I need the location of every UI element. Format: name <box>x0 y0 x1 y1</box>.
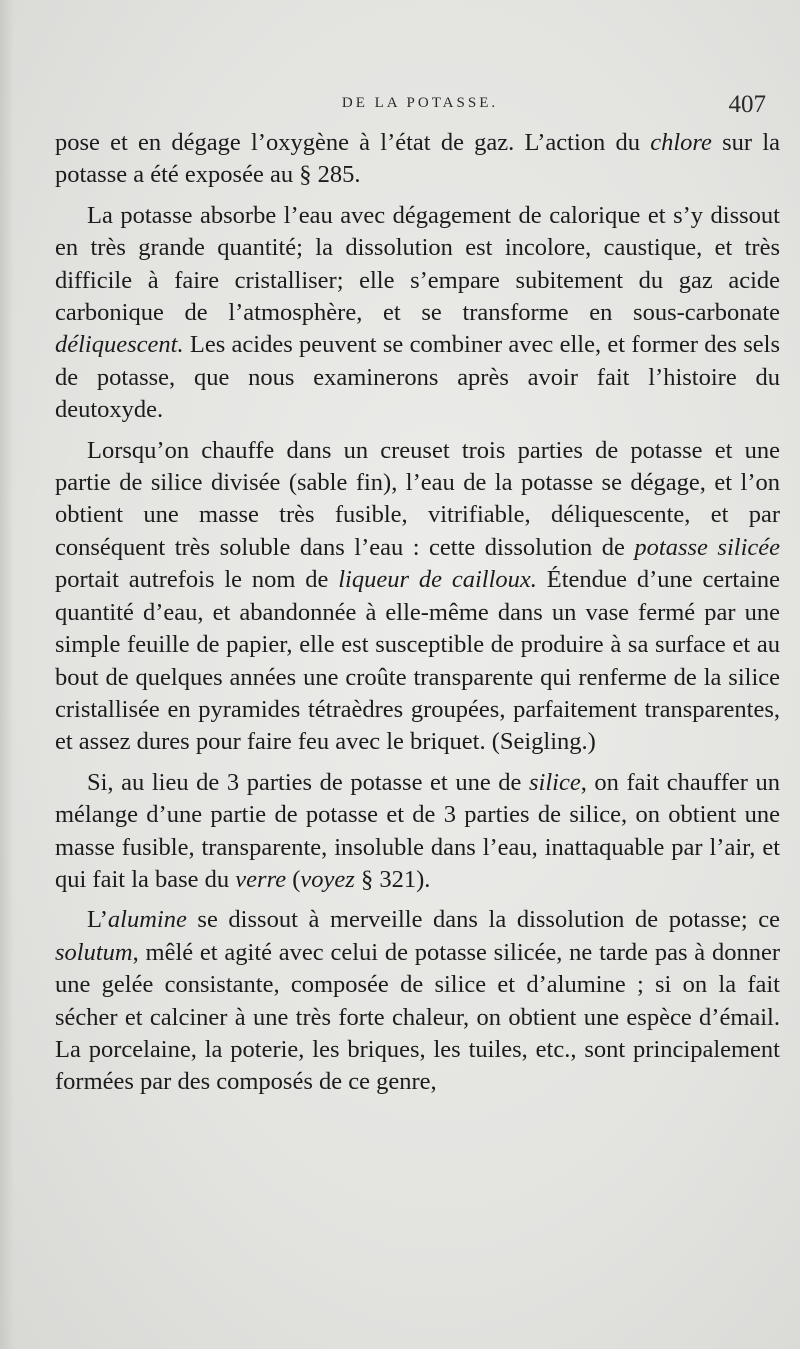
text-run: sur la potasse a été exposée au § 285. <box>55 129 780 189</box>
text-run: Les acides peuvent se combiner avec elle, et former des sels de potasse, que nous examinerons après avoir fait l’histoire du deutoxyde. <box>55 331 780 424</box>
paragraph <box>55 767 780 897</box>
paragraph <box>55 904 780 1098</box>
italic-term: chlore <box>650 129 712 156</box>
body-text <box>55 127 780 1099</box>
text-run: L’ <box>87 906 108 934</box>
text-run: ( <box>286 865 301 893</box>
text-run: portait autrefois le nom de <box>55 566 339 594</box>
text-run: , on fait chauffer un mélange d’une partie de potasse et de 3 parties de silice, on obtient une masse fusible, transparente, insoluble dans l’eau, inattaquable par l’air, et qui fait la base du <box>55 768 780 893</box>
text-run: pose et en dégage l’oxygène à l’état de gaz. L’action du <box>55 129 651 156</box>
text-run: § 321). <box>354 865 431 893</box>
page-header <box>60 91 780 119</box>
continued-paragraph <box>55 127 780 192</box>
running-title: DE LA POTASSE. <box>341 95 499 111</box>
text-run: Étendue d’une certaine quantité d’eau, et abandonnée à elle-même dans un vase fermé par une simple feuille de papier, elle est susceptible de produire à sa surface et au bout de quelques années une croûte transparente qui renferme de la silice cristallisée en pyramides tétraèdres groupées, parfaitement transparentes, et assez dures pour faire feu avec le briquet. (Seigling.) <box>55 566 780 756</box>
text-run: La potasse absorbe l’eau avec dégagement de calorique et s’y dissout en très grande quantité; la dissolution est incolore, caustique, et très difficile à faire cristalliser; elle s’empare subitement du gaz acide carbonique de l’atmosphère, et se transforme en sous-carbonate <box>55 201 780 327</box>
italic-term: potasse silicée <box>634 533 780 561</box>
italic-term: solutum <box>55 938 133 966</box>
paragraph <box>55 200 780 427</box>
italic-term: silice <box>529 768 581 796</box>
page-number: 407 <box>728 91 766 118</box>
text-run: se dissout à merveille dans la dissolution de potasse; ce <box>186 906 780 934</box>
italic-term: liqueur de cailloux. <box>338 566 537 594</box>
paragraph <box>55 435 780 759</box>
text-run: Lorsqu’on chauffe dans un creuset trois parties de potasse et une partie de silice divisée (sable fin), l’eau de la potasse se dégage, et l’on obtient une masse très fusible, vitrifiable, déliquescente, et par conséquent très soluble dans l’eau : cette dissolution de <box>55 436 780 561</box>
italic-term: verre <box>235 865 287 893</box>
italic-term: déliquescent. <box>55 331 184 359</box>
page-edge-shadow <box>0 0 14 1349</box>
italic-term: alumine <box>107 906 187 934</box>
text-run: , mêlé et agité avec celui de potasse silicée, ne tarde pas à donner une gelée consistante, composée de silice et d’alumine ; si on la fait sécher et calciner à une très forte chaleur, on obtient une espèce d’émail. La porcelaine, la poterie, les briques, les tuiles, etc., sont principalement formées par des composés de ce genre, <box>55 938 780 1096</box>
italic-term: voyez <box>300 865 355 893</box>
text-run: Si, au lieu de 3 parties de potasse et une de <box>87 768 529 796</box>
